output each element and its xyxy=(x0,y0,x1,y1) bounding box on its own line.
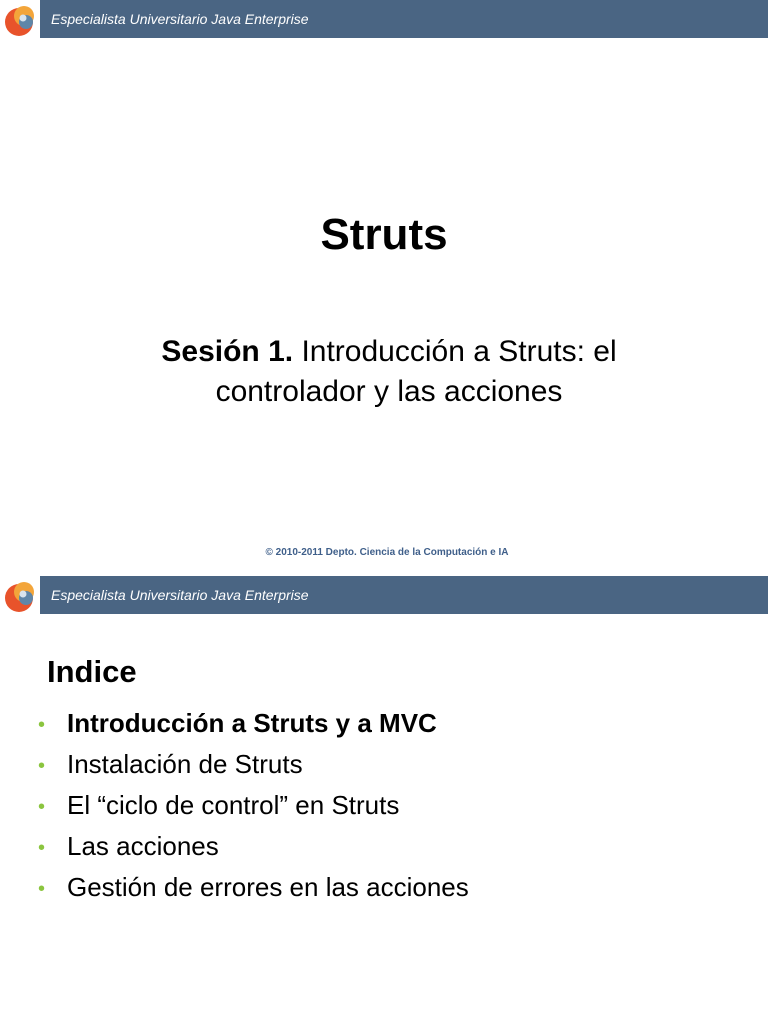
header-bar xyxy=(40,0,768,38)
university-logo-icon xyxy=(2,2,36,38)
list-item-label: Gestión de errores en las acciones xyxy=(67,872,469,902)
bullet-icon: • xyxy=(38,755,46,777)
session-label: Sesión 1. xyxy=(161,335,294,368)
list-item-label: El “ciclo de control” en Struts xyxy=(67,790,400,820)
bullet-icon: • xyxy=(38,796,46,818)
session-description: Introducción a Struts: el controlador y las acciones xyxy=(215,335,617,408)
bullet-icon: • xyxy=(38,714,46,736)
course-name: Especialista Universitario Java Enterprise xyxy=(51,11,309,27)
index-title: Indice xyxy=(47,654,137,689)
bullet-icon: • xyxy=(38,837,46,859)
bullet-icon: • xyxy=(38,878,46,900)
header-bar xyxy=(40,576,768,614)
slide-title-text: Struts xyxy=(320,210,448,259)
course-name: Especialista Universitario Java Enterprise xyxy=(51,587,309,603)
slide-subtitle xyxy=(84,332,694,412)
list-item-label: Introducción a Struts y a MVC xyxy=(67,708,437,738)
list-item-label: Las acciones xyxy=(67,831,219,861)
list-item-label: Instalación de Struts xyxy=(67,749,303,779)
university-logo-icon xyxy=(2,578,36,614)
copyright-notice: © 2010-2011 Depto. Ciencia de la Computación e IA xyxy=(265,547,509,558)
